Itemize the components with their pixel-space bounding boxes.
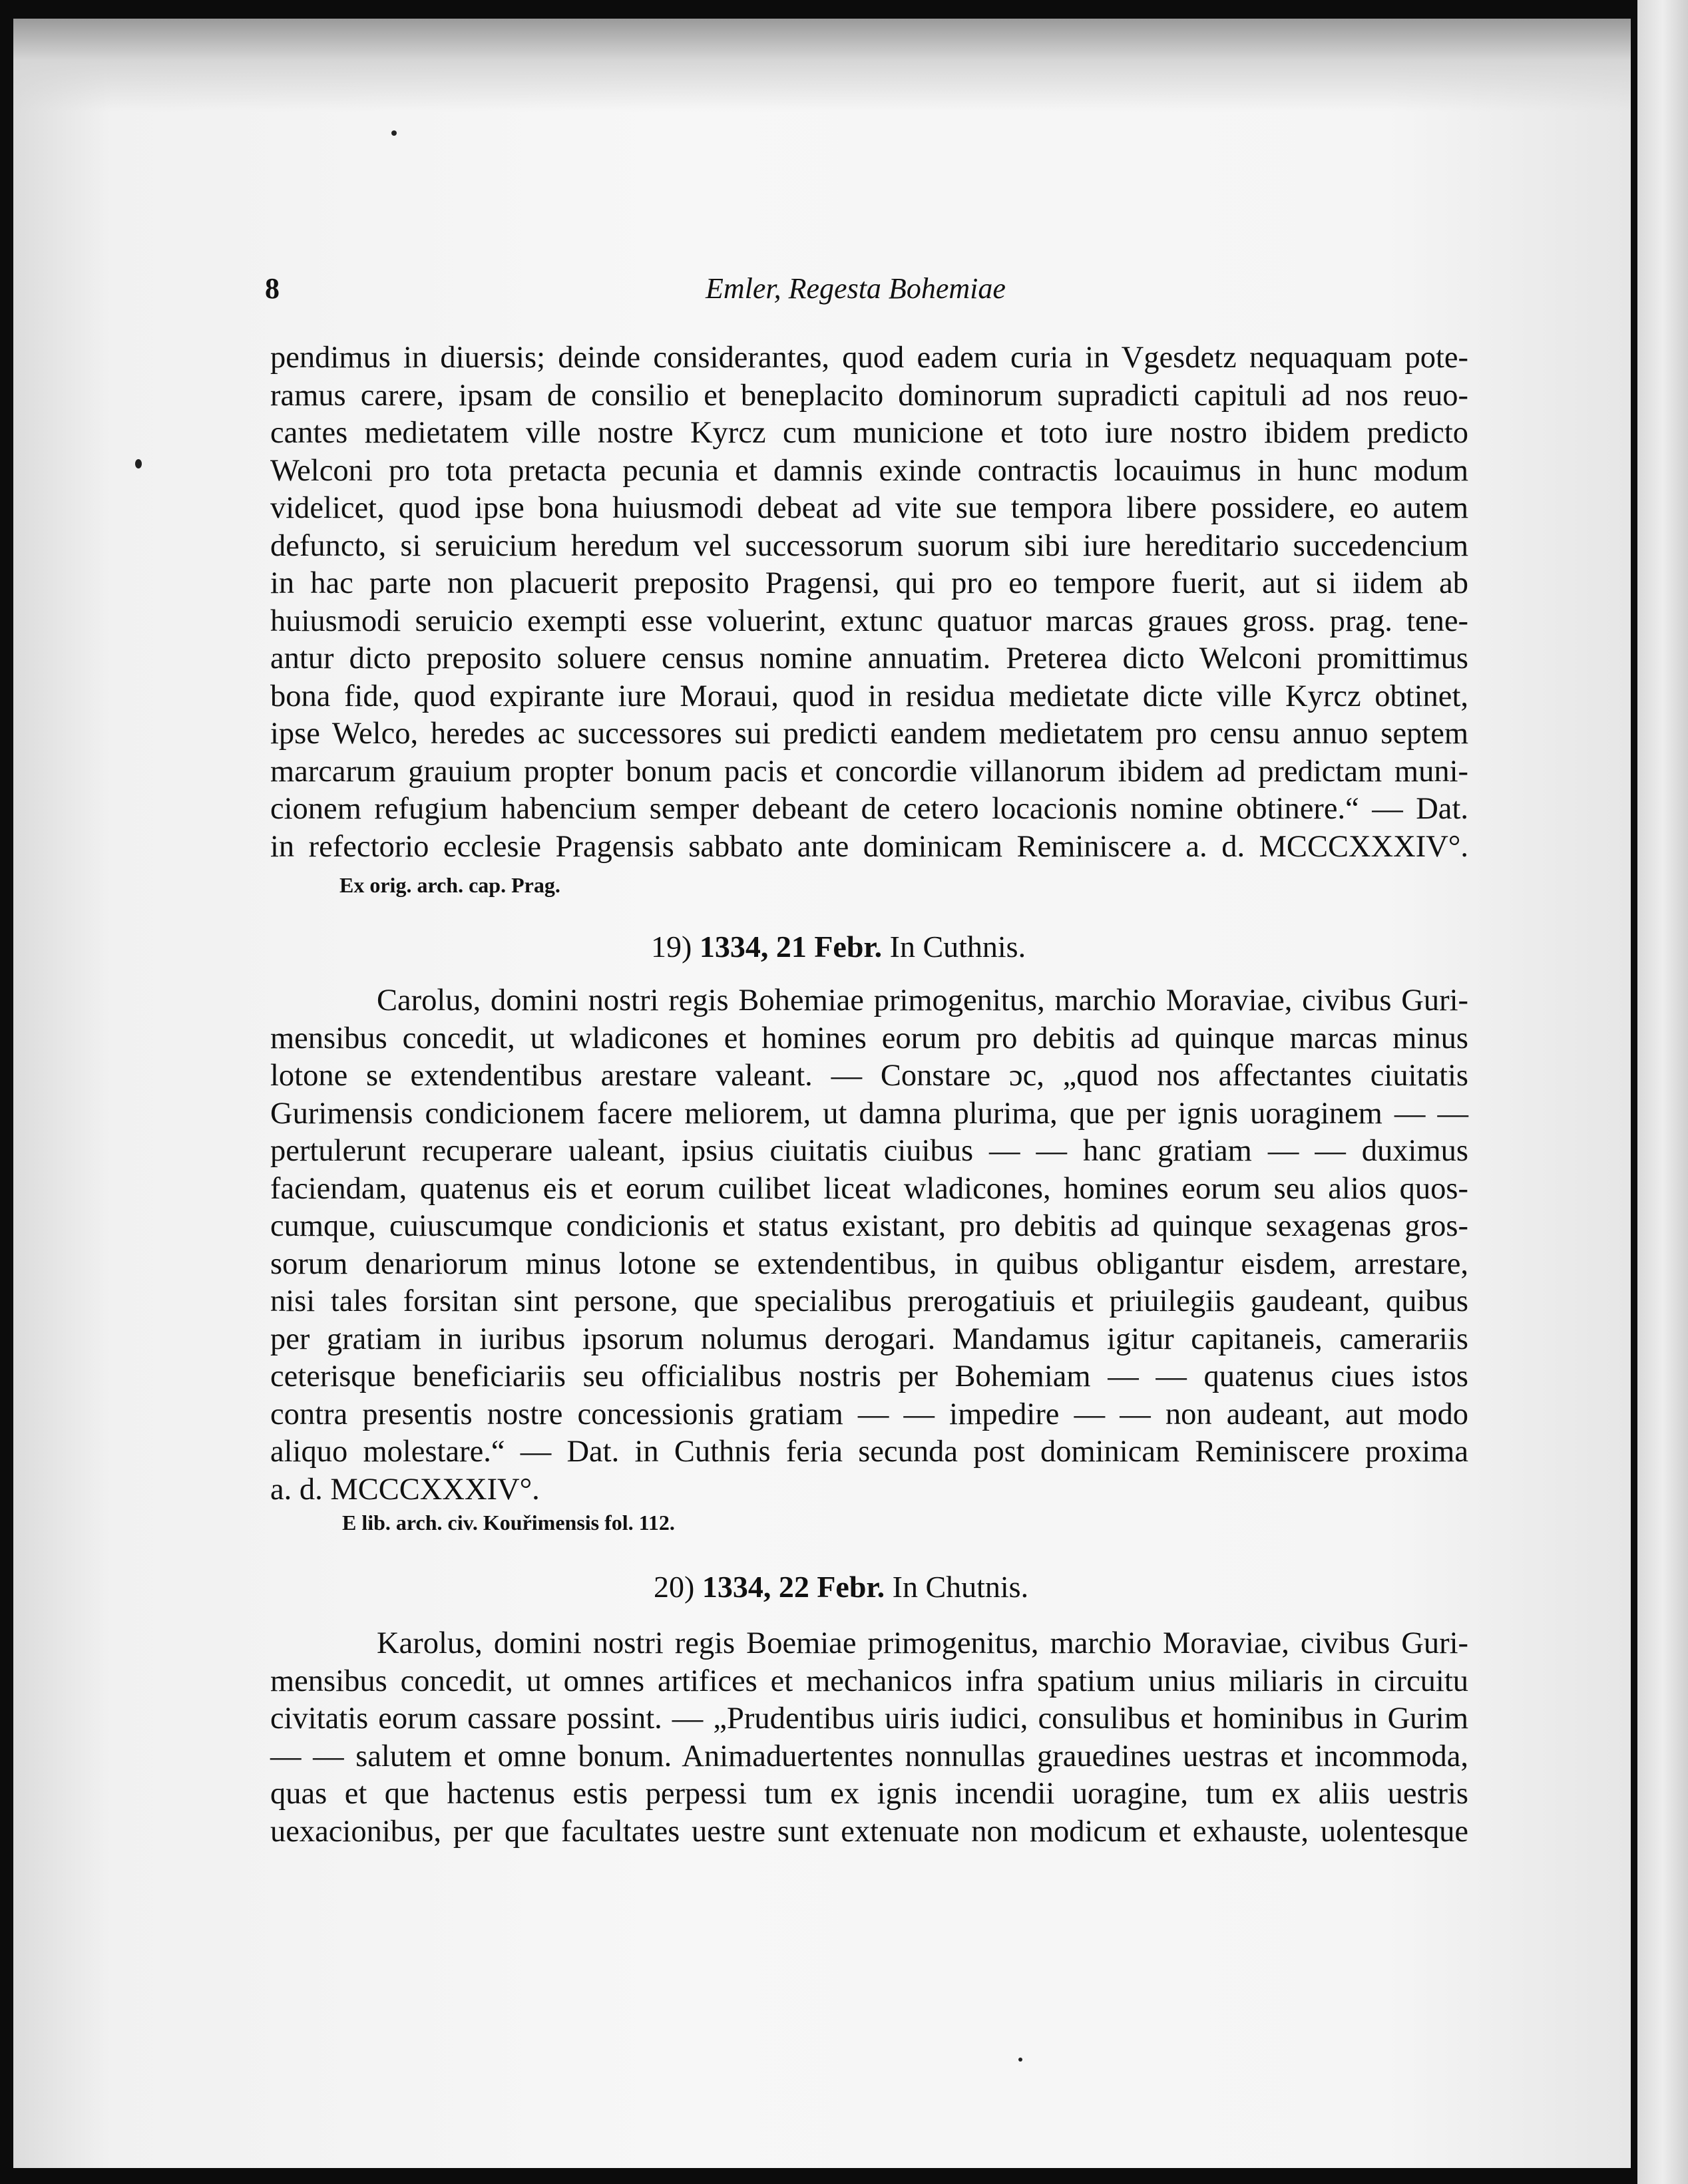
text-line: uexacionibus, per que facultates uestre sunt extenuate non modicum et exhauste, uolentesque — [270, 1814, 1468, 1849]
text-line: aliquo molestare.“ — Dat. in Cuthnis feria secunda post dominicam Reminiscere proxima — [270, 1435, 1468, 1469]
text-line: per gratiam in iuribus ipsorum nolumus derogari. Mandamus igitur capitaneis, camerariis — [270, 1322, 1468, 1356]
text-line: videlicet, quod ipse bona huiusmodi debeat ad vite sue tempora libere possidere, eo autem — [270, 491, 1468, 525]
text-line: cantes medietatem ville nostre Kyrcz cum municione et toto iure nostro ibidem predicto — [270, 416, 1468, 450]
scan-speck — [135, 459, 142, 468]
page-number: 8 — [265, 272, 280, 305]
text-line: huiusmodi seruicio exempti esse voluerint, extunc quatuor marcas graues gross. prag. tene- — [270, 604, 1468, 638]
entry-date: 1334, 22 Febr. — [702, 1570, 885, 1604]
text-line: civitatis eorum cassare possint. — „Prudentibus uiris iudici, consulibus et hominibus in Gurim — [270, 1702, 1468, 1735]
text-line: pendimus in diuersis; deinde considerantes, quod eadem curia in Vgesdetz nequaquam pote- — [270, 341, 1468, 375]
entry-body — [270, 1625, 1468, 1851]
text-line: in refectorio ecclesie Pragensis sabbato ante dominicam Reminiscere a. d. MCCCXXXIV°. — [270, 829, 1468, 864]
text-line: ipse Welco, heredes ac successores sui predicti eandem medietatem pro censu annuo septem — [270, 717, 1468, 751]
continuation-paragraph — [270, 339, 1468, 866]
page-top-shadow — [13, 19, 1631, 112]
text-line: contra presentis nostre concessionis gratiam — — impedire — — non audeant, aut modo — [270, 1397, 1468, 1431]
text-line: faciendam, quatenus eis et eorum cuilibet liceat wladicones, homines eorum seu alios quos- — [270, 1171, 1468, 1206]
text-line: — — salutem et omne bonum. Animaduertentes nonnullas grauedines uestras et incommoda, — [270, 1739, 1468, 1773]
entry-place: In Chutnis. — [892, 1570, 1029, 1604]
text-line: Carolus, domini nostri regis Bohemiae primogenitus, marchio Moraviae, civibus Guri- — [377, 984, 1468, 1017]
text-line: Gurimensis condicionem facere meliorem, ut damna plurima, que per ignis uoraginem — — — [270, 1096, 1468, 1131]
running-title: Emler, Regesta Bohemiae — [706, 272, 1006, 305]
entry-place: In Cuthnis. — [889, 930, 1026, 964]
text-line: lotone se extendentibus arestare valeant. — Constare ɔc, „quod nos affectantes ciuitatis — [270, 1059, 1468, 1093]
text-line: pertulerunt recuperare ualeant, ipsius ciuitatis ciuibus — — hanc gratiam — — duximus — [270, 1134, 1468, 1168]
text-line: nisi tales forsitan sint persone, que specialibus prerogatiuis et priuilegiis gaudeant, quibus — [270, 1284, 1468, 1318]
text-line: defuncto, si seruicium heredum vel successorum suorum sibi iure hereditario succedencium — [270, 528, 1468, 563]
text-line: cumque, cuiuscumque condicionis et status existant, pro debitis ad quinque sexagenas gros- — [270, 1209, 1468, 1243]
text-line: antur dicto preposito soluere census nomine annuatim. Preterea dicto Welconi promittimus — [270, 641, 1468, 675]
entry-number: 20) — [654, 1570, 695, 1604]
text-line: quas et que hactenus estis perpessi tum ex ignis incendii uoragine, tum ex aliis uestris — [270, 1777, 1468, 1811]
source-note: Ex orig. arch. cap. Prag. — [339, 873, 560, 897]
text-line: a. d. MCCCXXXIV°. — [270, 1472, 540, 1507]
entry-number: 19) — [651, 930, 692, 964]
text-line: mensibus concedit, ut wladicones et homines eorum pro debitis ad quinque marcas minus — [270, 1021, 1468, 1055]
text-line: ceterisque beneficiariis seu officialibus nostris per Bohemiam — — quatenus ciues istos — [270, 1360, 1468, 1393]
text-line: Karolus, domini nostri regis Boemiae primogenitus, marchio Moraviae, civibus Guri- — [377, 1626, 1468, 1660]
scan-speck — [391, 130, 397, 136]
text-line: bona fide, quod expirante iure Moraui, quod in residua medietate dicte ville Kyrcz obtinet, — [270, 679, 1468, 713]
entry-date: 1334, 21 Febr. — [699, 930, 883, 964]
adjacent-page-edge — [1637, 0, 1688, 2184]
text-line: cionem refugium habencium semper debeant de cetero locacionis nomine obtinere.“ — Dat. — [270, 792, 1468, 826]
text-line: mensibus concedit, ut omnes artifices et mechanicos infra spatium unius miliaris in circuitu — [270, 1664, 1468, 1698]
source-note: E lib. arch. civ. Kouřimensis fol. 112. — [342, 1511, 675, 1535]
entry-body — [270, 982, 1468, 1509]
text-line: ramus carere, ipsam de consilio et beneplacito dominorum supradicti capituli ad nos reuo- — [270, 378, 1468, 413]
text-line: Welconi pro tota pretacta pecunia et damnis exinde contractis locauimus in hunc modum — [270, 453, 1468, 488]
entry-heading — [651, 929, 1026, 964]
scan-speck — [1018, 2058, 1022, 2062]
entry-heading — [654, 1569, 1028, 1604]
text-line: in hac parte non placuerit preposito Pragensi, qui pro eo tempore fuerit, aut si iidem ab — [270, 566, 1468, 600]
text-line: sorum denariorum minus lotone se extendentibus, in quibus obligantur eisdem, arrestare, — [270, 1246, 1468, 1281]
text-line: marcarum grauium propter bonum pacis et concordie villanorum ibidem ad predictam muni- — [270, 754, 1468, 789]
